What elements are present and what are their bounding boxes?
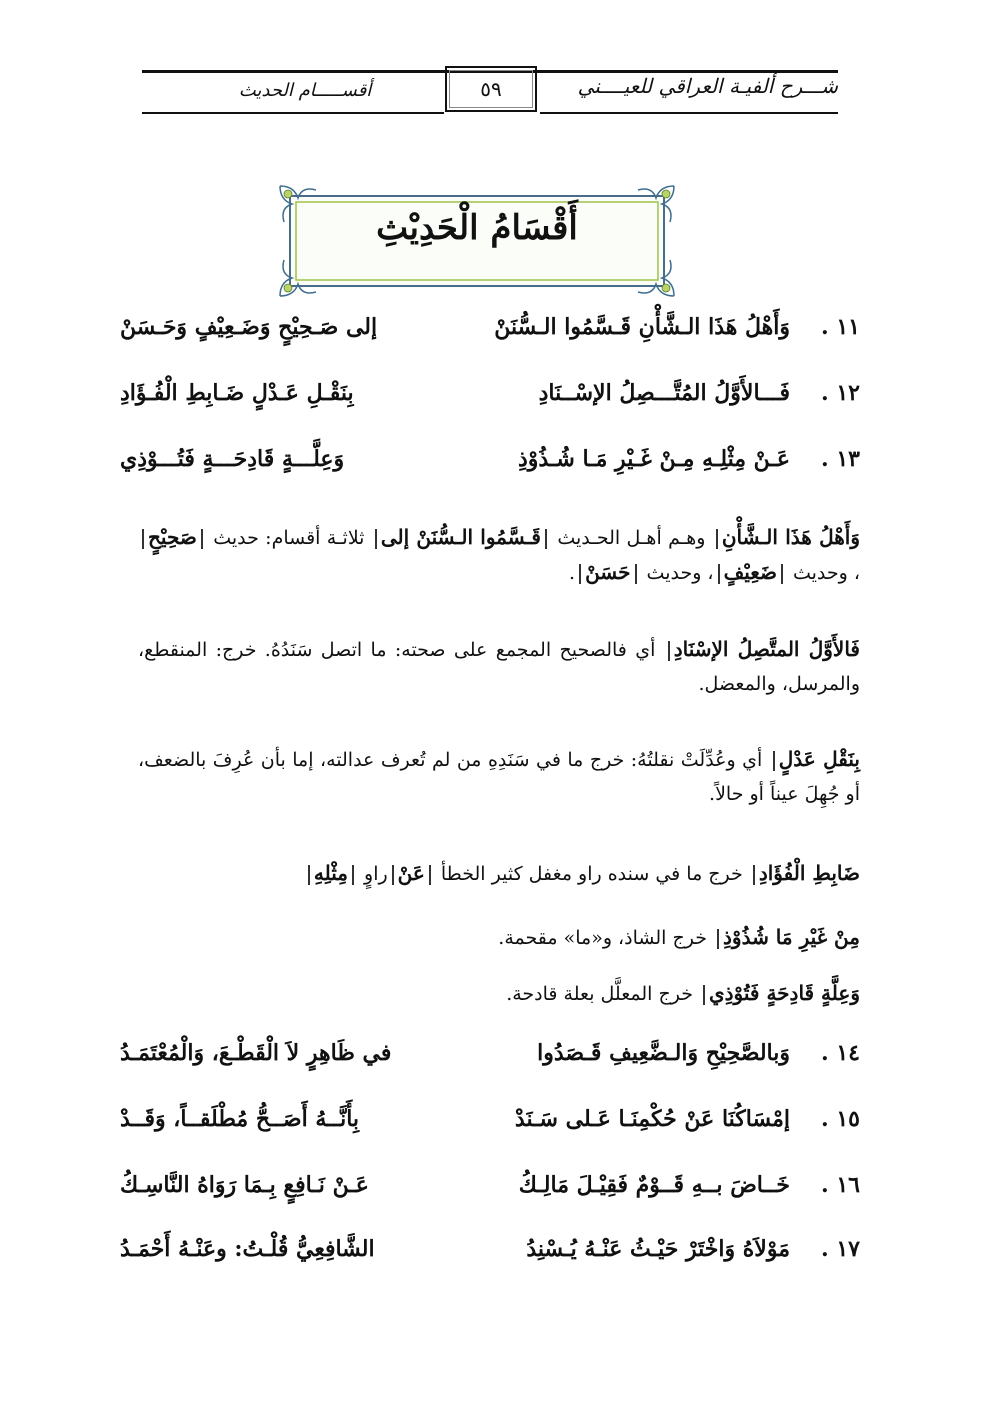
page-number-inner-border bbox=[449, 70, 533, 108]
commentary-text: خرج ما في سنده راو مغفل كثير الخطأ bbox=[440, 863, 743, 885]
verse-hemistich-first: فَـــالأَوَّلُ المُتَّـــصِلُ الإسْــنَادِ bbox=[538, 380, 790, 406]
commentary-text: . bbox=[569, 562, 576, 584]
verse-hemistich-second: إلى صَـحِيْحٍ وَضَـعِيْفٍ وَحَـسَنْ bbox=[120, 314, 378, 340]
verse-hemistich-first: عَـنْ مِثْلِـهِ مِـنْ غَـيْرِ مَـا شُـذُوْذِ bbox=[517, 446, 790, 472]
verse-number: ١١ . bbox=[821, 314, 860, 340]
verse-hemistich-second: وَعِلَّـــةٍ قَادِحَـــةٍ فَتُـــوْذِي bbox=[120, 446, 345, 472]
chapter-title: أَقْسَامُ الْحَدِيْثِ bbox=[376, 208, 578, 248]
commentary-text: ، وحديث bbox=[792, 562, 860, 584]
verse-hemistich-second: في ظَاهِرٍ لاَ الْقَطْـعَ، وَالْمُعْتَمَـدُ bbox=[120, 1040, 392, 1066]
header-rule-bottom-left bbox=[142, 112, 444, 114]
commentary-paragraph bbox=[138, 742, 860, 811]
commentary-paragraph bbox=[180, 856, 860, 891]
commentary-lead: صَحِيْحٍ bbox=[148, 525, 197, 549]
commentary-paragraph bbox=[138, 632, 860, 701]
chapter-title-frame bbox=[276, 182, 678, 300]
page-number-box bbox=[445, 66, 537, 112]
verse-hemistich-second: الشَّافِعِيُّ قُلْـتُ: وعَنْـهُ أَحْمَـدُ bbox=[120, 1236, 375, 1262]
verse-line bbox=[120, 1040, 860, 1080]
commentary-lead: مِنْ غَيْرِ مَا شُذُوْذِ bbox=[723, 925, 860, 949]
verse-number: ١٢ . bbox=[821, 380, 860, 406]
commentary-paragraph bbox=[180, 920, 860, 955]
verse-hemistich-first: مَوْلاَهُ وَاخْتَرْ حَيْـثُ عَنْـهُ يُـسْنِدُ bbox=[526, 1236, 790, 1262]
commentary-lead: بِنَقْلِ عَدْلٍ bbox=[778, 747, 860, 771]
commentary-text: وهـم أهـل الحـديث bbox=[557, 527, 706, 549]
commentary-paragraph bbox=[138, 520, 860, 590]
commentary-text: أي وعُدِّلَتْ نقلتُهُ: خرج ما في سَنَدِهِ من لم تُعرف عدالته، إما بأن عُرِفَ بالضعف، أو جُهِلَ عيناً أو حالاً. bbox=[138, 749, 860, 805]
header-rule-bottom-right bbox=[540, 112, 838, 114]
commentary-lead: قَـسَّمُوا الـسُّنَنْ إلى bbox=[380, 525, 541, 549]
commentary-lead: وَعِلَّةٍ قَادِحَةٍ فَتُوْذِي bbox=[709, 981, 860, 1005]
verse-number: ١٧ . bbox=[821, 1236, 860, 1262]
verse-line bbox=[120, 314, 860, 354]
commentary-text: راوٍ bbox=[364, 863, 388, 885]
verse-number: ١٣ . bbox=[821, 446, 860, 472]
verse-line bbox=[120, 1236, 860, 1276]
commentary-text: أي فالصحيح المجمع على صحته: ما اتصل سَنَدُهُ. خرج: المنقطع، والمرسل، والمعضل. bbox=[138, 639, 860, 695]
commentary-text: ، وحديث bbox=[646, 562, 714, 584]
verse-hemistich-first: وَأَهْلُ هَذَا الـشَّأْنِ قَـسَّمُوا الـسُّنَنْ bbox=[494, 314, 790, 340]
running-head-book: شـــرح ألفيـة العراقي للعيــــني bbox=[577, 74, 838, 98]
verse-line bbox=[120, 1172, 860, 1212]
page-number: ٥٩ bbox=[480, 77, 502, 101]
commentary-lead: وَأَهْلُ هَذَا الـشَّأْنِ bbox=[721, 525, 860, 549]
verse-line bbox=[120, 446, 860, 486]
verse-hemistich-second: عَـنْ نَـافِعٍ بِـمَا رَوَاهُ النَّاسِـكُ bbox=[120, 1172, 369, 1198]
verse-hemistich-first: وَبالصَّحِيْحِ وَالـضَّعِيفِ قَـصَدُوا bbox=[537, 1040, 790, 1066]
running-head-section: أقســـــام الحديث bbox=[238, 80, 372, 101]
verse-hemistich-second: بِأَنَّــهُ أَصَــحُّ مُطْلَقــاً، وَقَــدْ bbox=[120, 1106, 360, 1132]
commentary-lead: عَنْ bbox=[397, 861, 425, 885]
commentary-text: خرج المعلَّل بعلة قادحة. bbox=[506, 983, 693, 1005]
commentary-paragraph bbox=[180, 976, 860, 1011]
commentary-lead: ضَابِطِ الْفُؤَادِ bbox=[758, 861, 860, 885]
verse-line bbox=[120, 1106, 860, 1146]
commentary-lead: حَسَنْ bbox=[585, 560, 631, 584]
commentary-text: خرج الشاذ، و«ما» مقحمة. bbox=[498, 927, 707, 949]
verse-number: ١٤ . bbox=[821, 1040, 860, 1066]
verse-hemistich-first: إمْسَاكُنَا عَنْ حُكْمِنَـا عَـلى سَـنَدْ bbox=[514, 1106, 790, 1132]
verse-number: ١٦ . bbox=[821, 1172, 860, 1198]
commentary-lead: فَالأَوَّلُ المتَّصِلُ الإسْنَادِ bbox=[673, 637, 860, 661]
verse-hemistich-first: خَــاضَ بــهِ قَــوْمٌ فَقِيْـلَ مَالِـكُ bbox=[518, 1172, 790, 1198]
verse-number: ١٥ . bbox=[821, 1106, 860, 1132]
commentary-lead: ضَعِيْفٍ bbox=[723, 560, 777, 584]
commentary-lead: مِثْلِهِ bbox=[313, 861, 348, 885]
verse-hemistich-second: بِنَقْـلِ عَـدْلٍ ضَـابِطِ الْفُـؤَادِ bbox=[120, 380, 354, 406]
verse-line bbox=[120, 380, 860, 420]
commentary-text: ثلاثـة أقسام: حديث bbox=[213, 527, 365, 549]
